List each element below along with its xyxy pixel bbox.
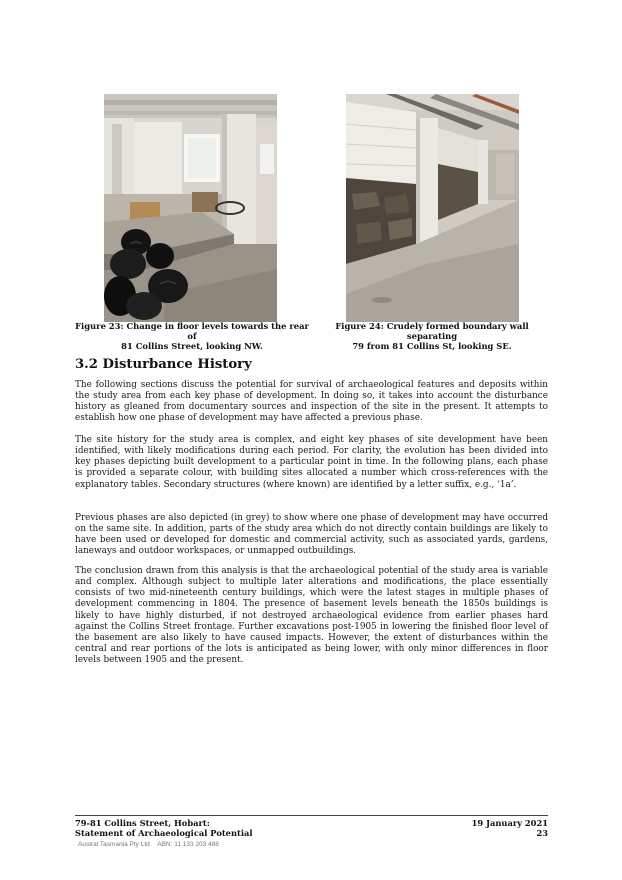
figure-24-caption-line-2: 79 from 81 Collins St, looking SE. <box>352 341 512 351</box>
paragraph-1: The following sections discuss the potential for survival of archaeological features and deposits within the study area from each key phase of development. In doing so, it takes into account the disturbance history as gleaned from documentary sources and inspection of the site in the present. It attempts to establish how one phase of development may have affected a previous phase. <box>75 380 548 424</box>
figure-24-photo <box>346 94 519 322</box>
footer-document-title <box>75 818 253 838</box>
figure-23-caption <box>74 321 310 351</box>
footer-divider <box>75 815 548 816</box>
company-abn: ABN: 11 133 203 488 <box>157 841 219 848</box>
figure-23-photo <box>104 94 277 322</box>
company-name: Austral Tasmania Pty Ltd <box>78 841 150 848</box>
footer-address: 79-81 Collins Street, Hobart: <box>75 818 210 828</box>
page-number: 23 <box>536 828 548 838</box>
footer-meta <box>472 818 548 838</box>
footer-report-title: Statement of Archaeological Potential <box>75 828 253 838</box>
paragraph-2: The site history for the study area is complex, and eight key phases of site development have been identified, with likely modifications during each period. For clarity, the evolution has been divided into key phases depicting built development to a particular point in time. In the following plans, each phase is provided a separate colour, with building sites allocated a number which cross-references with the explanatory tables. Secondary structures (where known) are identified by a letter suffix, e.g., ‘1a’. <box>75 435 548 490</box>
figure-23-caption-line-2: 81 Collins Street, looking NW. <box>121 341 263 351</box>
footer-date: 19 January 2021 <box>471 818 548 828</box>
figure-23-caption-line-1: Figure 23: Change in floor levels towards the rear of <box>75 321 309 341</box>
paragraph-4: The conclusion drawn from this analysis is that the archaeological potential of the study area is variable and complex. Although subject to multiple later alterations and modifications, the place essentially consists of two mid-nineteenth century buildings, which were the latest stages in multiple phases of development commencing in 1804. The presence of basement levels beneath the 1850s buildings is likely to have highly disturbed, if not destroyed archaeological evidence from earlier phases hard against the Collins Street frontage. Further excavations post-1905 in lowering the finished floor level of the basement are also likely to have caused impacts. However, the extent of disturbances within the central and rear portions of the lots is anticipated as being lower, with only minor differences in floor levels between 1905 and the present. <box>75 566 548 666</box>
section-heading: 3.2 Disturbance History <box>75 357 252 372</box>
figure-24-caption <box>314 321 550 351</box>
paragraph-3: Previous phases are also depicted (in grey) to show where one phase of development may have occurred on the same site. In addition, parts of the study area which do not directly contain buildings are likely to have been used or developed for domestic and commercial activity, such as associated yards, gardens, laneways and outdoor workspaces, or unmapped outbuildings. <box>75 513 548 557</box>
footer-company <box>78 841 225 848</box>
figure-24-caption-line-1: Figure 24: Crudely formed boundary wall separating <box>335 321 529 341</box>
